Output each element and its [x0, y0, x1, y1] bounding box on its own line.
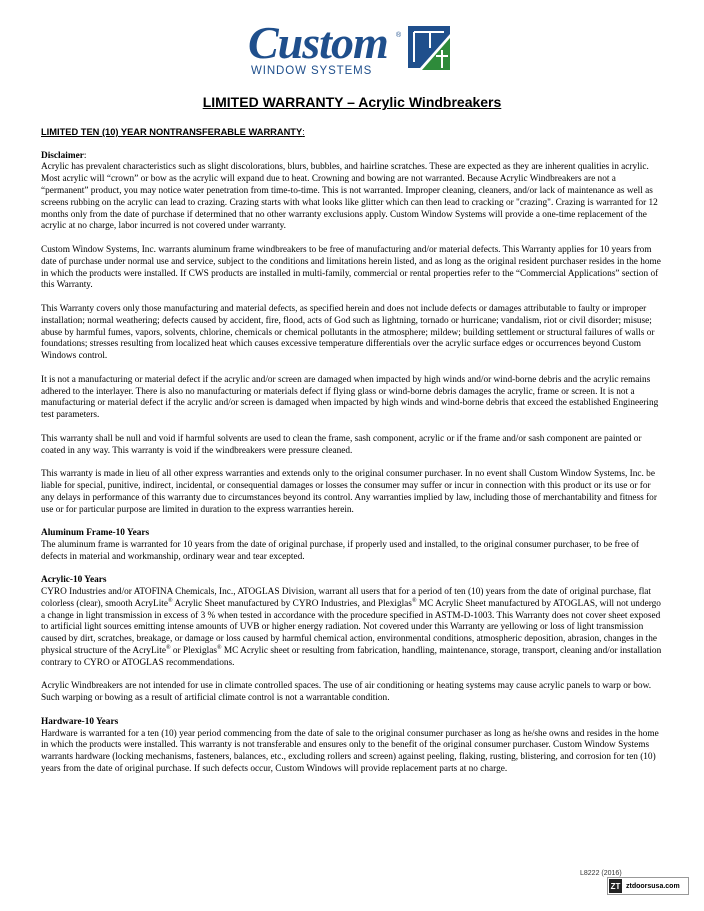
acrylic-section	[41, 575, 665, 669]
disclaimer-heading-colon: :	[83, 150, 87, 161]
exclusions-paragraph: This Warranty covers only those manufacturing and material defects, as specified herein and does not include defects or damages attributable to faulty or improper installation; normal weathering; defects caused by accident, fire, flood, acts of God such as lightning, tornado or hurricane; vandalism, riot or civil disorder; misuse; abuse by harmful fumes, vapors, solvents, chlorine, chemicals or chemical pollutants in the atmosphere; mildew; building settlement or structural failures of walls or foundations; stresses resulting from localized heat which causes excessive temperature differentials over the acrylic surface edges or occurrences beyond Custom Windows control.	[41, 303, 655, 362]
watermark-text: ztdoorsusa.com	[626, 882, 680, 890]
acrylic-text-1: CYRO Industries and/or ATOFINA Chemicals, Inc., ATOGLAS Division, warrant all users that for a period of ten (10) years from the date of original purchase, flat colorless (clear), smooth AcryLite	[41, 587, 652, 609]
acrylic-heading: Acrylic-10 Years	[41, 575, 107, 586]
aluminum-heading: Aluminum Frame-10 Years	[41, 528, 150, 539]
warranty-subtitle-colon: :	[302, 127, 305, 137]
hardware-heading: Hardware-10 Years	[41, 716, 119, 727]
liability-paragraph: This warranty is made in lieu of all other express warranties and extends only to the original consumer purchaser. In no event shall Custom Window Systems, Inc. be liable for special, punitive, indirect, incidental, or consequential damages or losses the consumer may suffer or incur in connection with this product or its use or for any delays in performance of this warranty due to circumstances beyond its control. Any warranties implied by law, including those of merchantability and fitness for use or for particular purpose are limited in duration to the express warranties herein.	[41, 469, 657, 515]
company-logo	[248, 17, 458, 82]
hardware-text: Hardware is warranted for a ten (10) year period commencing from the date of sale to the original consumer purchaser as long as he/she owns and resides in the home in which the products were installed. This warranty is not transferable and ensures only to the benefit of the original consumer purchaser. Custom Window Systems warrants hardware (locking mechanisms, fasteners, balances, etc., excluding rollers and screen) against peeling, flaking, rusting, blistering, and corrosion for ten (10) years from the date of original purchase. If such defects occur, Custom Windows will provide replacement parts at no charge.	[41, 728, 659, 775]
zt-badge-icon: ZT	[609, 879, 622, 893]
disclaimer-text: Acrylic has prevalent characteristics such as slight discolorations, blurs, bubbles, and hairline scratches. These are expected as they are inherent qualities in acrylic. Most acrylic will “crown” or bow as the acrylic will expand due to heat. Crowning and bowing are not warranted. Because Acrylic Windbreakers are not a “permanent” product, you may notice water penetration from time-to-time. This is not warranted. Improper cleaning, cleaners, and/or lack of maintenance as well as screens rubbing on the acrylic can lead to crazing. Crazing starts with what looks like glitter which can then lead to cracking or "crazing". Crazing is warranted for 12 months only from the date of purchase if determined that no other warranty exclusions apply. Custom Window Systems will provide a one-time replacement of the acrylic at no charge, labor incurred is not covered under warranty.	[41, 162, 658, 232]
logo-registered-mark: ®	[396, 32, 402, 39]
registered-mark: ®	[168, 597, 173, 604]
acrylic-text-4: or Plexiglas	[170, 646, 217, 657]
impact-paragraph: It is not a manufacturing or material defect if the acrylic and/or screen are damaged when impacted by high winds and/or wind-borne debris and the acrylic remains adhered to the interlayer. There is also no manufacturing or materials defect if flying glass or wind-borne debris damages the acrylic, frame or screen. It is not a manufacturing or material defect if the acrylic and/or screen is damaged when impacted by high winds and wind-borne debris that exceed the established Engineering test parameters.	[41, 374, 659, 421]
aluminum-text: The aluminum frame is warranted for 10 years from the date of original purchase, if properly used and installed, to the original consumer purchaser, to be free of defects in material and workmanship, ordinary wear and tear excepted.	[41, 539, 640, 562]
site-watermark	[607, 877, 689, 895]
disclaimer-section	[41, 151, 665, 234]
hardware-section	[41, 717, 665, 776]
aluminum-section	[41, 528, 665, 563]
document-title: LIMITED WARRANTY – Acrylic Windbreakers	[202, 94, 502, 110]
acrylic-text-3: MC Acrylic Sheet manufactured by ATOGLAS, will not undergo a change in light transmission in excess of 3 % when tested in accordance with the procedure specified in ASTM-D-1003. This Warranty does not cover sheet exposed to artificial light sources emitting intense amounts of UVB or higher energy radiation. Not covered under this Warranty are yellowing or loss of light transmission caused by dirt, scratches, breakage, or damage or loss caused by harmful chemical action, environmental conditions, atmospheric deposition, abrasion, changes in the physical structure of the AcryLite	[41, 598, 661, 657]
form-code: L8222 (2016)	[580, 870, 622, 877]
warranty-body	[41, 127, 665, 788]
registered-mark: ®	[217, 644, 222, 651]
logo-wordmark: Custom	[248, 17, 388, 68]
logo-subtitle: WINDOW SYSTEMS	[251, 65, 373, 77]
warranty-subtitle	[41, 127, 665, 139]
disclaimer-heading-text: Disclaimer	[41, 150, 84, 161]
warranty-subtitle-text: LIMITED TEN (10) YEAR NONTRANSFERABLE WARRANTY	[41, 127, 303, 137]
climate-paragraph: Acrylic Windbreakers are not intended for use in climate controlled spaces. The use of air conditioning or heating systems may cause acrylic panels to warp or bow. Such warping or bowing as a result of artificial climate control is not a warrantable condition.	[41, 681, 652, 704]
coverage-paragraph: Custom Window Systems, Inc. warrants aluminum frame windbreakers to be free of manufacturing and/or material defects. This Warranty applies for 10 years from date of purchase under normal use and service, subject to the conditions and limitations herein listed, and as long as the original resident purchaser resides in the home in which the products were installed. If CWS products are installed in multi-family, commercial or rental properties refer to the “Commercial Applications” section of this Warranty.	[41, 244, 661, 291]
window-logo-icon	[400, 22, 456, 74]
registered-mark: ®	[165, 644, 171, 651]
void-paragraph: This warranty shall be null and void if harmful solvents are used to clean the frame, sash component, acrylic or if the frame and/or sash component are painted or coated in any way. This warranty is void if the windbreakers were pressure cleaned.	[41, 433, 642, 456]
disclaimer-heading	[41, 151, 86, 161]
acrylic-text-5: MC Acrylic sheet or resulting from fabrication, handling, maintenance, storage, transport, cleaning and/or installation contrary to CYRO or ATOGLAS recommendations.	[41, 646, 662, 668]
acrylic-text-2: Acrylic Sheet manufactured by CYRO Industries, and Plexiglas	[172, 598, 412, 609]
registered-mark: ®	[411, 597, 417, 604]
